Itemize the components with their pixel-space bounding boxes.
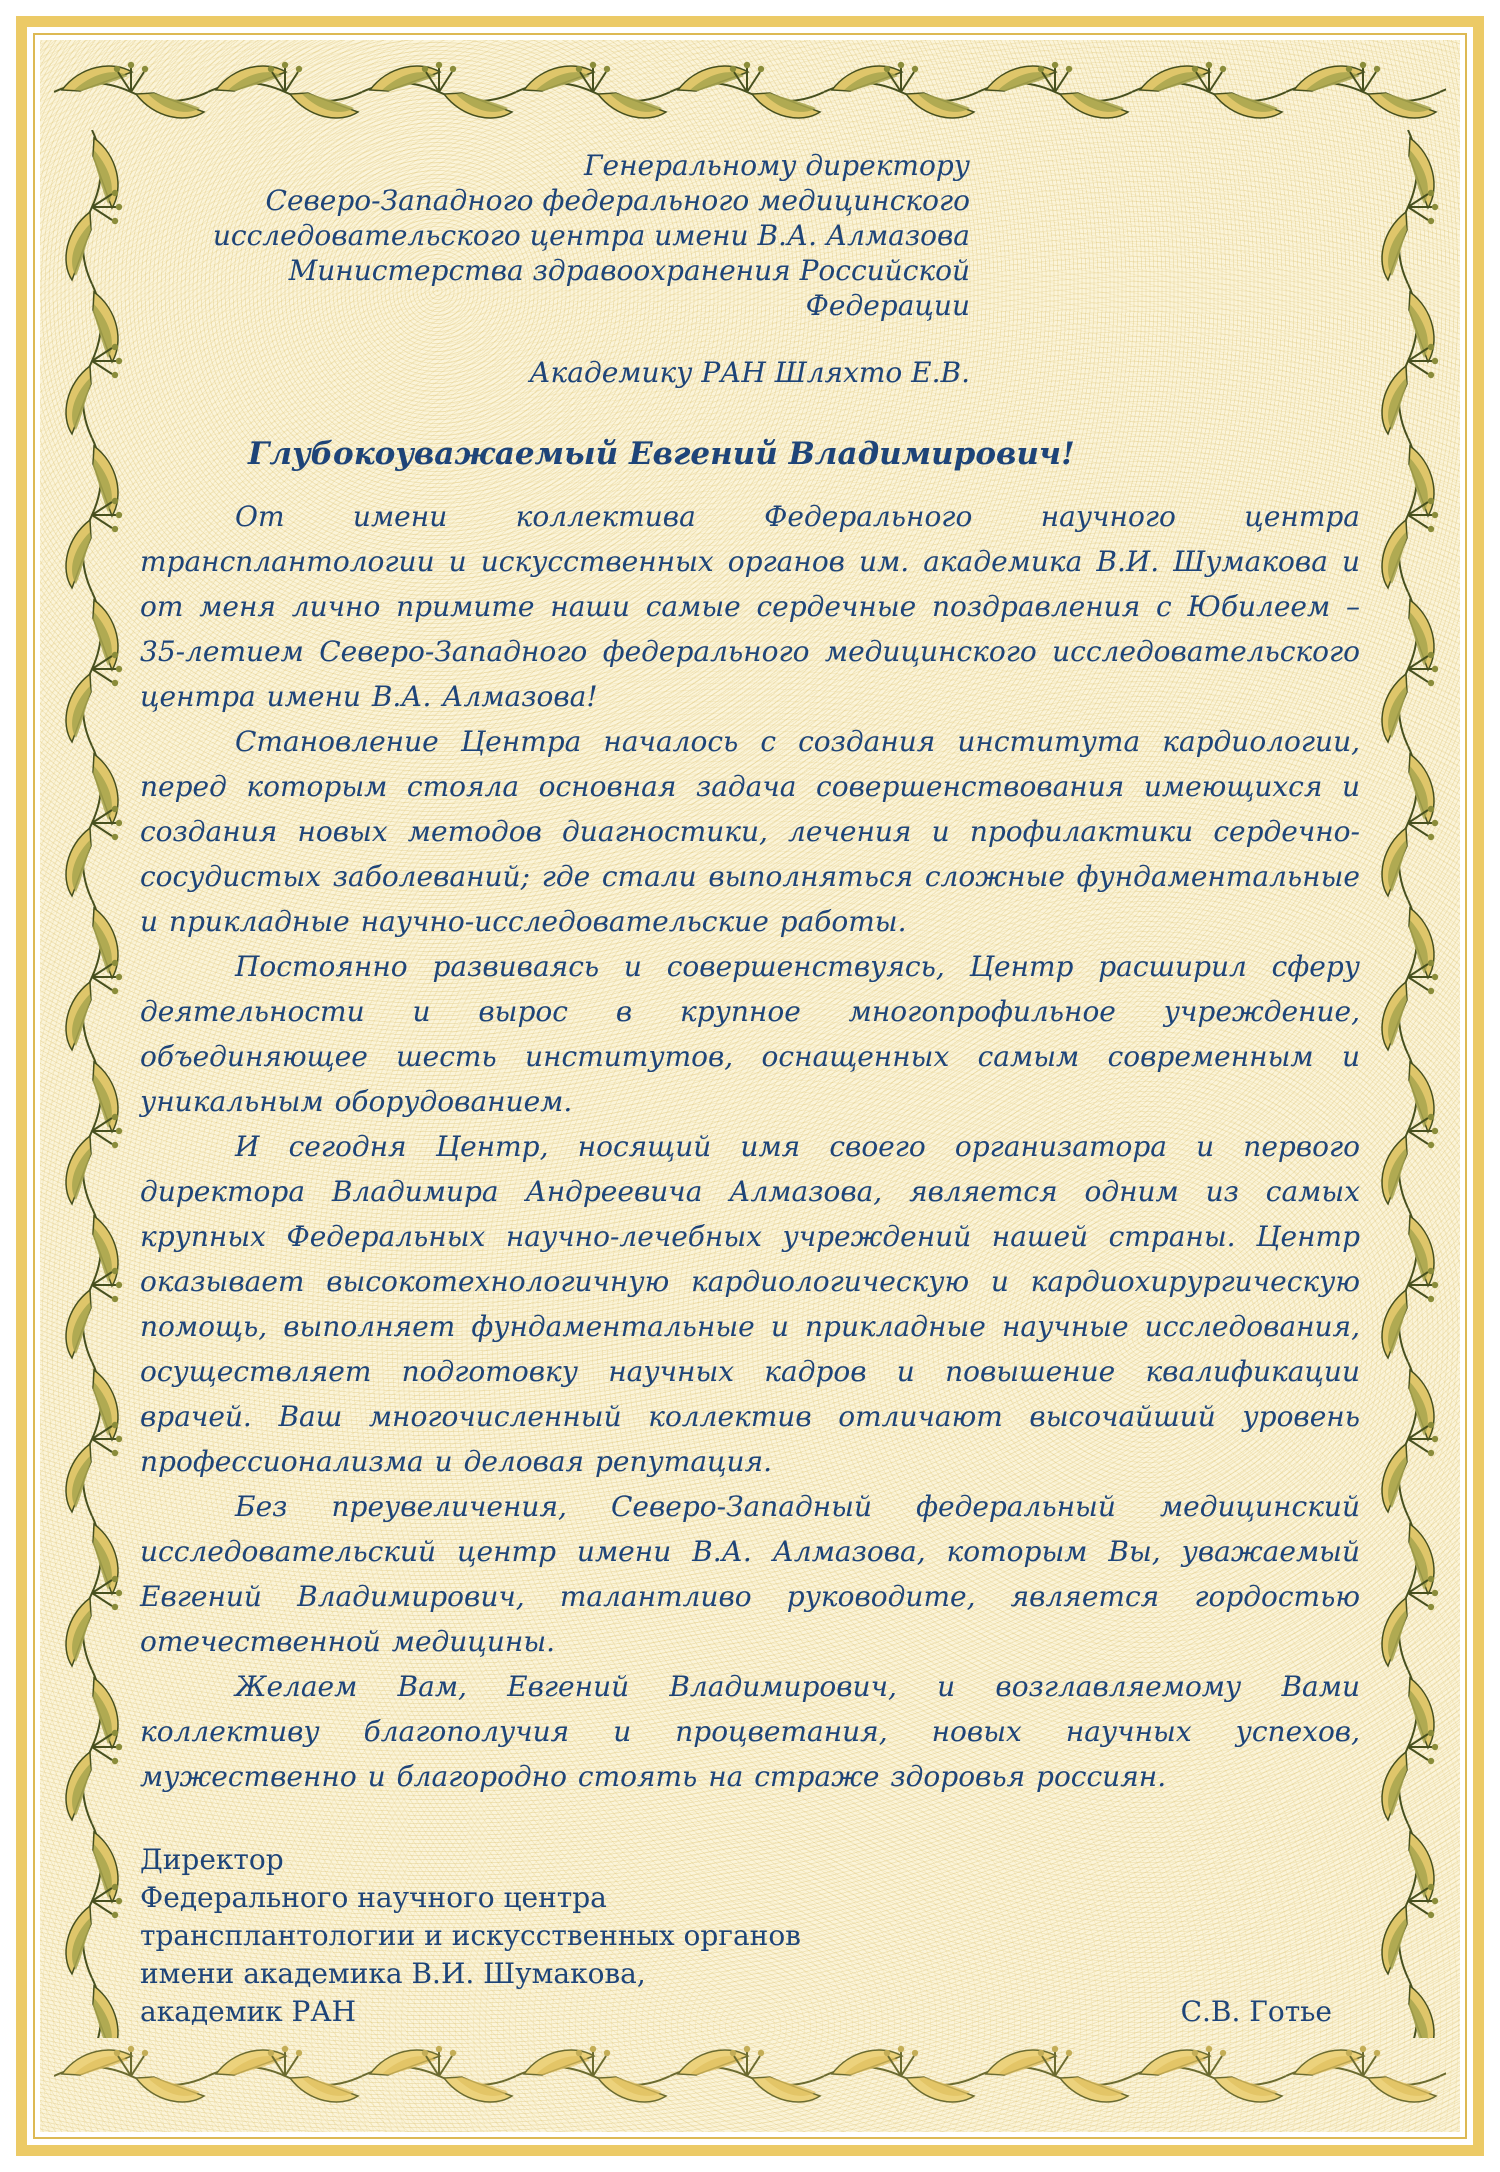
paragraph: Желаем Вам, Евгений Владимирович, и возглавляемому Вами коллективу благополучия и процветания, новых научных успехов, мужественно и благородно стоять на страже здоровья россиян. — [140, 1670, 1360, 1793]
letter-body — [140, 494, 1360, 1799]
signer-name: С.В. Готье — [1180, 1995, 1332, 2028]
signature-title-line: академик РАН — [140, 1995, 357, 2028]
signature-title-line: Федерального научного центра — [140, 1881, 607, 1914]
paragraph: От имени коллектива Федерального научного центра трансплантологии и искусственных органов им. академика В.И. Шумакова и от меня лично примите наши самые сердечные поздравления с Юбилеем – 35-летием Северо-Западного федерального медицинского исследовательского центра имени В.А. Алмазова! — [140, 500, 1360, 713]
signature-title-line: трансплантологии и искусственных органов — [140, 1919, 801, 1952]
signature-title-line: Директор — [140, 1843, 284, 1876]
recipient-block — [140, 148, 1360, 323]
border-garland-bottom-icon — [54, 2040, 1446, 2112]
border-garland-top-icon — [54, 56, 1446, 128]
recipient-line: Северо-Западного федерального медицинского — [265, 184, 970, 217]
salutation: Глубокоуважаемый Евгений Владимирович! — [248, 436, 1075, 472]
letter-content — [140, 148, 1360, 2031]
border-garland-left-icon — [56, 130, 128, 2038]
paragraph: Становление Центра началось с создания института кардиологии, перед которым стояла основная задача совершенствования имеющихся и создания новых методов диагностики, лечения и профилактики сердечно-сосудистых заболеваний; где стали выполняться сложные фундаментальные и прикладные научно-исследовательские работы. — [140, 725, 1360, 938]
recipient-line: Генеральному директору — [583, 149, 970, 182]
addressee-line: Академику РАН Шляхто Е.В. — [529, 356, 970, 389]
recipient-line: Министерства здравоохранения Российской Федерации — [288, 254, 970, 322]
signature-block — [140, 1841, 1360, 2031]
signature-title — [140, 1841, 801, 2031]
paragraph: Без преувеличения, Северо-Западный федеральный медицинский исследовательский центр имени В.А. Алмазова, которым Вы, уважаемый Евгений Владимирович, талантливо руководите, является гордостью отечественной медицины. — [140, 1490, 1360, 1658]
paragraph: И сегодня Центр, носящий имя своего организатора и первого директора Владимира Андреевича Алмазова, является одним из самых крупных Федеральных научно-лечебных учреждений нашей страны. Центр оказывает высокотехнологичную кардиологическую и кардиохирургическую помощь, выполняет фундаментальные и прикладные научные исследования, осуществляет подготовку научных кадров и повышение квалификации врачей. Ваш многочисленный коллектив отличают высочайший уровень профессионализма и деловая репутация. — [140, 1130, 1360, 1478]
recipient-line: исследовательского центра имени В.А. Алмазова — [212, 219, 970, 252]
signature-title-line: имени академика В.И. Шумакова, — [140, 1957, 646, 1990]
border-garland-right-icon — [1372, 130, 1444, 2038]
paragraph: Постоянно развиваясь и совершенствуясь, Центр расширил сферу деятельности и вырос в крупное многопрофильное учреждение, объединяющее шесть институтов, оснащенных самым современным и уникальным оборудованием. — [140, 950, 1360, 1118]
